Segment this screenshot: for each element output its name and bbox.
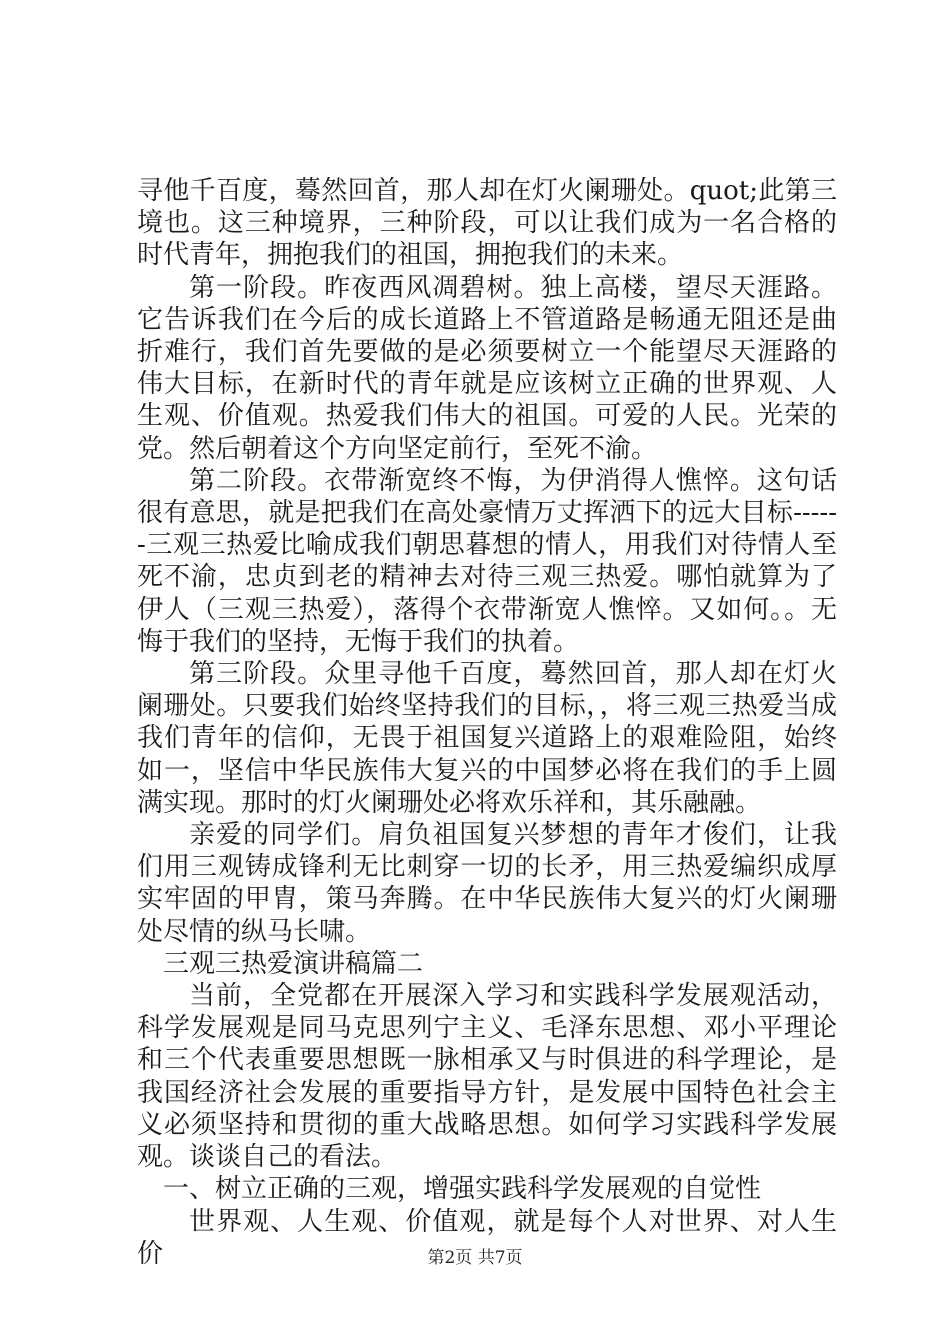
paragraph-closing: 亲爱的同学们。肩负祖国复兴梦想的青年才俊们，让我们用三观铸成锋利无比刺穿一切的长矛，用三热爱编织成厚实牢固的甲胄，策马奔腾。在中华民族伟大复兴的灯火阑珊处尽情的纵马长啸。 [137,820,837,947]
paragraph-stage-two: 第二阶段。衣带渐宽终不悔，为伊消得人憔悴。这句话很有意思，就是把我们在高处豪情万丈挥洒下的远大目标------三观三热爱比喻成我们朝思暮想的情人，用我们对待情人至死不渝，忠贞到老的精神去对待三观三热爱。哪怕就算为了伊人（三观三热爱），落得个衣带渐宽人憔悴。又如何。。无悔于我们的坚持，无悔于我们的执着。 [137,465,837,657]
section-title: 三观三热爱演讲稿篇二 [163,948,424,979]
paragraph-intro-section-two: 当前，全党都在开展深入学习和实践科学发展观活动，科学发展观是同马克思列宁主义、毛泽东思想、邓小平理论和三个代表重要思想既一脉相承又与时俱进的科学理论，是我国经济社会发展的重要指导方针，是发展中国特色社会主义必须坚持和贯彻的重大战略思想。如何学习实践科学发展观。谈谈自己的看法。 [137,981,837,1173]
document-body [137,175,837,1270]
paragraph-stage-one: 第一阶段。昨夜西风凋碧树。独上高楼，望尽天涯路。它告诉我们在今后的成长道路上不管道路是畅通无阻还是曲折难行，我们首先要做的是必须要树立一个能望尽天涯路的伟大目标，在新时代的青年就是应该树立正确的世界观、人生观、价值观。热爱我们伟大的祖国。可爱的人民。光荣的党。然后朝着这个方向坚定前行，至死不渝。 [137,272,837,464]
page-footer [0,1243,950,1268]
subheading: 一、树立正确的三观，增强实践科学发展观的自觉性 [163,1174,762,1205]
paragraph-stage-three: 第三阶段。众里寻他千百度，蓦然回首，那人却在灯火阑珊处。只要我们始终坚持我们的目标，，将三观三热爱当成我们青年的信仰，无畏于祖国复兴道路上的艰难险阻，始终如一，坚信中华民族伟大复兴的中国梦必将在我们的手上圆满实现。那时的灯火阑珊处必将欢乐祥和，其乐融融。 [137,659,837,818]
page-number-label: 第2页 共7页 [427,1248,523,1268]
paragraph-continuation: 寻他千百度，蓦然回首，那人却在灯火阑珊处。quot;此第三境也。这三种境界，三种阶段，可以让我们成为一名合格的时代青年，拥抱我们的祖国，拥抱我们的未来。 [137,176,837,271]
paragraph-last: 世界观、人生观、价值观，就是每个人对世界、对人生价 [137,1206,837,1269]
